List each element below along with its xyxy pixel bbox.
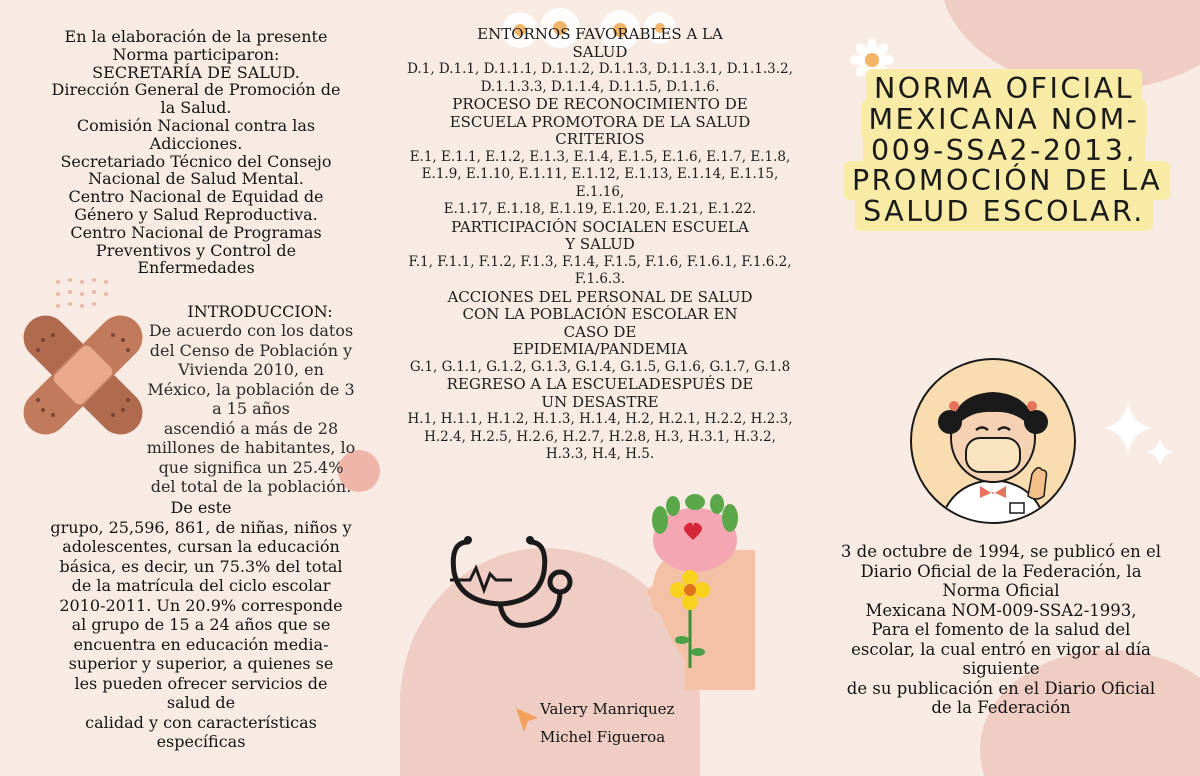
middle-panel	[400, 0, 800, 776]
sparkle-icon	[1100, 398, 1180, 478]
credits-line: la Salud.	[160, 98, 232, 118]
intro-text: De acuerdo con los datos del Censo de Población y Vivienda 2010, en México, la población de 3 a 15 años ascendió a más de 28 millones de habitantes, lo que significa un 25.4% del total de la población.	[146, 321, 356, 496]
credits-line: Adicciones.	[149, 133, 243, 153]
credits-line: Norma participaron:	[112, 44, 280, 64]
norm-sections	[400, 26, 800, 464]
sunflower-icon	[670, 570, 710, 670]
section-heading: ACCIONES DEL PERSONAL DE SALUD CON LA POBLACIÓN ESCOLAR EN CASO DE EPIDEMIA/PANDEMIA	[447, 287, 753, 358]
section-heading: REGRESO A LA ESCUELADESPUÉS DE UN DESASTRE	[446, 375, 754, 411]
cursor-arrow-icon	[514, 706, 540, 734]
author-name: Valery Manriquez	[540, 700, 675, 718]
section-heading: PROCESO DE RECONOCIMIENTO DE ESCUELA PROMOTORA DE LA SALUD CRITERIOS	[449, 95, 751, 148]
document-title	[844, 74, 1164, 228]
credits-line: Preventivos y Control de	[95, 240, 297, 260]
left-panel	[0, 0, 400, 776]
section-codes: E.1, E.1.1, E.1.2, E.1.3, E.1.4, E.1.5, E.1.6, E.1.7, E.1.8, E.1.9, E.1.10, E.1.11, E.1.12, E.1.13, E.1.14, E.1.15, E.1.16, E.1.17, E.1.18, E.1.19, E.1.20, E.1.21, E.1.22.	[409, 148, 791, 217]
section-heading: ENTORNOS FAVORABLES A LA SALUD	[477, 25, 723, 61]
credits-line: Enfermedades	[137, 258, 255, 278]
credits-line: Género y Salud Reproductiva.	[74, 204, 318, 224]
section-heading: PARTICIPACIÓN SOCIALEN ESCUELA Y SALUD	[451, 217, 749, 253]
section-codes: F.1, F.1.1, F.1.2, F.1.3, F.1.4, F.1.5, F.1.6, F.1.6.1, F.1.6.2, F.1.6.3.	[408, 253, 792, 287]
author-name: Michel Figueroa	[540, 728, 666, 746]
right-panel	[800, 0, 1200, 776]
credits-line: Centro Nacional de Equidad de	[68, 187, 324, 207]
credits-line: Secretariado Técnico del Consejo	[60, 151, 332, 171]
credits-line: Dirección General de Promoción de	[51, 80, 341, 100]
credits-line: Comisión Nacional contra las	[76, 115, 316, 135]
credits-line: Nacional de Salud Mental.	[88, 169, 304, 189]
credits-line: En la elaboración de la presente	[64, 27, 328, 46]
stethoscope-icon	[440, 522, 590, 642]
intro-heading: INTRODUCCION:	[187, 302, 333, 321]
credits-line: Centro Nacional de Programas	[70, 222, 322, 242]
credits-block	[18, 28, 374, 277]
intro-text-2: De este grupo, 25,596, 861, de niñas, niños y adolescentes, cursan la educación básica, es decir, un 75.3% del total de la matrícula del ciclo escolar 2010-2011. Un 20.9% corresponde al grupo de 15 a 24 años que se encuentra en educación media- superior y superior, a quienes se les pueden ofrecer servicios de salud de calidad y con características específicas	[50, 498, 352, 751]
section-codes: H.1, H.1.1, H.1.2, H.1.3, H.1.4, H.2, H.2.1, H.2.2, H.2.3, H.2.4, H.2.5, H.2.6, H.2.7, H.2.8, H.3, H.3.1, H.3.2, H.3.3, H.4, H.5.	[407, 411, 793, 462]
history-text: 3 de octubre de 1994, se publicó en el Diario Oficial de la Federación, la Norma Oficial Mexicana NOM-009-SSA2-1993, Para el fomento de la salud del escolar, la cual entró en vigor al día siguiente de su publicación en el Diario Oficial de la Federación	[840, 542, 1162, 717]
schoolgirl-mask-icon	[910, 358, 1076, 524]
title-text: NORMA OFICIAL MEXICANA NOM-009-SSA2-2013, PROMOCIÓN DE LA SALUD ESCOLAR.	[844, 69, 1170, 231]
section-codes: G.1, G.1.1, G.1.2, G.1.3, G.1.4, G.1.5, G.1.6, G.1.7, G.1.8	[409, 358, 791, 375]
section-codes: D.1, D.1.1, D.1.1.1, D.1.1.2, D.1.1.3, D.1.1.3.1, D.1.1.3.2, D.1.1.3.3, D.1.1.4, D.1.1.5, D.1.1.6.	[407, 61, 793, 95]
credits-line: SECRETARÍA DE SALUD.	[92, 62, 300, 82]
